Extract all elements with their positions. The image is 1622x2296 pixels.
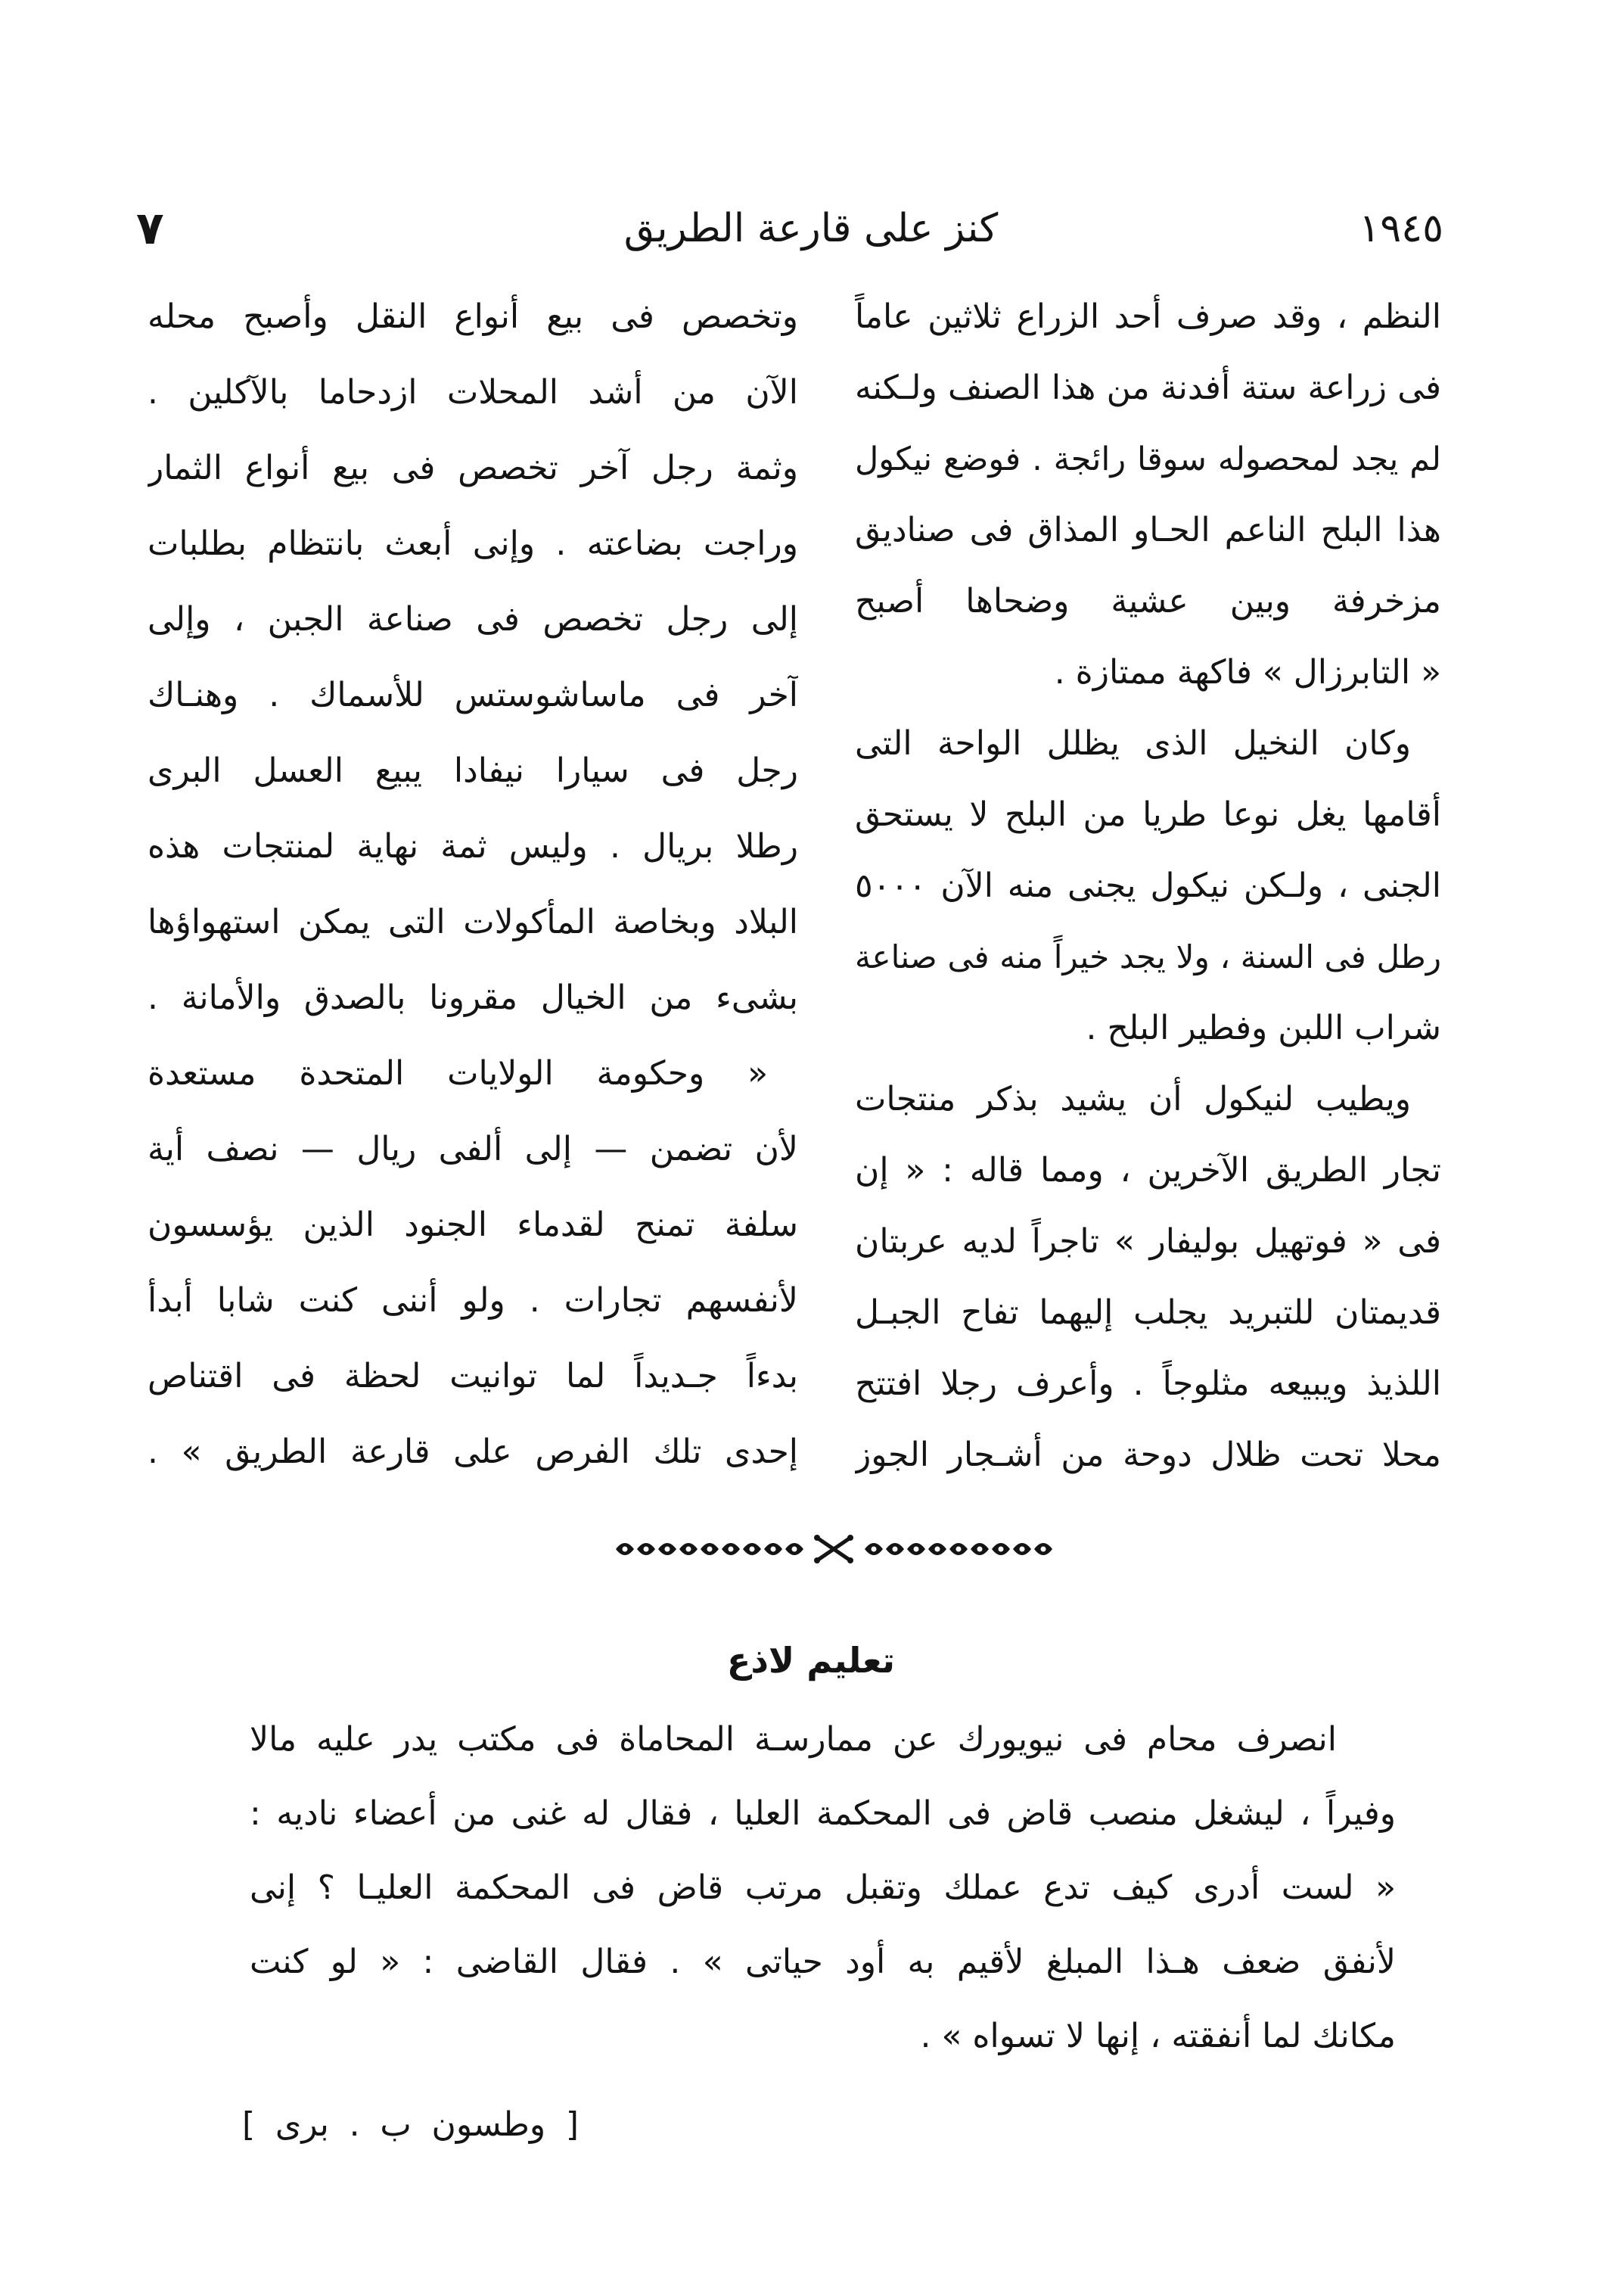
text-line: « لست أدرى كيف تدع عملك وتقبل مرتب قاض فى المحكمة العليـا ؟ إنى: [250, 1868, 1396, 1907]
text-line: وفيراً ، ليشغل منصب قاض فى المحكمة العليا ، فقال له غنى من أعضاء ناديه :: [250, 1794, 1396, 1833]
text-line: لأن تضمن — إلى ألفى ريال — نصف أية: [148, 1130, 798, 1168]
ornament-dot: [847, 1557, 853, 1563]
ornament-bud-eye: [729, 1547, 734, 1552]
text-line: لأنفق ضعف هـذا المبلغ لأقيم به أود حياتى » . فقال القاضى : « لو كنت: [250, 1943, 1396, 1981]
ornament-bud-eye: [914, 1547, 919, 1552]
ornament-bud-eye: [1041, 1547, 1046, 1552]
ornament-dot: [814, 1535, 820, 1541]
ornament-bud-eye: [956, 1547, 962, 1552]
ornament-divider: [613, 1533, 1055, 1565]
text-line: انصرف محام فى نيويورك عن ممارسـة المحاماة فى مكتب يدر عليه مالا: [250, 1720, 1337, 1759]
ornament-bud-eye: [771, 1547, 776, 1552]
ornament-bud-eye: [977, 1547, 983, 1552]
text-line: قديمتان للتبريد يجلب إليهما تفاح الجبـل: [855, 1293, 1441, 1332]
ornament-bud-eye: [665, 1547, 670, 1552]
text-line: رجل فى سيارا نيفادا يبيع العسل البرى: [148, 751, 798, 790]
text-line: ويطيب لنيكول أن يشيد بذكر منتجات: [855, 1080, 1411, 1118]
ornament-bud-eye: [792, 1547, 797, 1552]
ornament-bud-eye: [935, 1547, 940, 1552]
ornament-bud-eye: [750, 1547, 755, 1552]
article-column-right: [855, 282, 1441, 1491]
ornament-dot: [847, 1535, 853, 1541]
text-line: إلى رجل تخصص فى صناعة الجبن ، وإلى: [148, 600, 798, 639]
text-line: « وحكومة الولايات المتحدة مستعدة: [148, 1054, 768, 1093]
text-line: مكانك لما أنفقته ، إنها لا تسواه » .: [920, 2017, 1396, 2055]
text-line: أقامها يغل نوعا طريا من البلح لا يستحق: [855, 795, 1441, 834]
ornament-pattern: [616, 1535, 1052, 1563]
text-line: وراجت بضاعته . وإنى أبعث بانتظام بطلبات: [148, 524, 798, 563]
text-line: شراب اللبن وفطير البلح .: [1086, 1009, 1441, 1047]
text-line: مزخرفة وبين عشية وضحاها أصبح: [855, 582, 1441, 621]
text-line: محلا تحت ظلال دوحة من أشـجار الجوز: [855, 1436, 1441, 1474]
text-line: وتخصص فى بيع أنواع النقل وأصبح محله: [148, 297, 798, 336]
ornament-bud-eye: [999, 1547, 1004, 1552]
text-line: وثمة رجل آخر تخصص فى بيع أنواع الثمار: [148, 449, 798, 487]
text-line: البلاد وبخاصة المأكولات التى يمكن استهواؤها: [148, 903, 798, 941]
ornament-bud-eye: [872, 1547, 877, 1552]
ornament-bud-eye: [707, 1547, 713, 1552]
running-title: كنز على قارعة الطريق: [623, 206, 999, 251]
text-line: سلفة تمنح لقدماء الجنود الذين يؤسسون: [148, 1206, 798, 1244]
text-line: الجنى ، ولـكن نيكول يجنى منه الآن ٥٠٠٠: [855, 866, 1441, 905]
text-line: الآن من أشد المحلات ازدحاما بالآكلين .: [148, 373, 798, 412]
anecdote-body: [250, 1703, 1396, 2074]
text-line: هذا البلح الناعم الحـاو المذاق فى صناديق: [855, 511, 1441, 549]
text-line: النظم ، وقد صرف أحد الزراع ثلاثين عاماً: [855, 297, 1441, 336]
text-line: اللذيذ ويبيعه مثلوجاً . وأعرف رجلا افتتح: [855, 1364, 1441, 1403]
article-column-left: [148, 279, 798, 1490]
ornament-bud-eye: [893, 1547, 898, 1552]
ornament-bud-eye: [1020, 1547, 1025, 1552]
text-line: « التابرزال » فاكهة ممتازة .: [1054, 653, 1441, 692]
header-year: ١٩٤٥: [1359, 206, 1443, 251]
text-line: رطل فى السنة ، ولا يجد خيراً منه فى صناعة: [855, 938, 1441, 975]
text-line: بدءاً جـديداً لما توانيت لحظة فى اقتناص: [148, 1357, 798, 1395]
text-line: تجار الطريق الآخرين ، ومما قاله : « إن: [855, 1151, 1441, 1190]
ornament-bud-eye: [686, 1547, 691, 1552]
ornament-center-cross: [817, 1538, 850, 1560]
text-line: إحدى تلك الفرص على قارعة الطريق » .: [148, 1433, 798, 1471]
text-line: وكان النخيل الذى يظلل الواحة التى: [855, 724, 1411, 763]
text-line: فى زراعة ستة أفدنة من هذا الصنف ولـكنه: [855, 369, 1441, 407]
text-line: بشىء من الخيال مقرونا بالصدق والأمانة .: [148, 978, 798, 1017]
ornament-bud-eye: [623, 1547, 628, 1552]
ornament-bud-eye: [644, 1547, 649, 1552]
ornament-dot: [814, 1557, 820, 1563]
page-number: ٧: [136, 202, 164, 255]
attribution: [ وطسون ب . برى ]: [242, 2105, 579, 2144]
text-line: آخر فى ماساشوستس للأسماك . وهنـاك: [148, 676, 798, 714]
anecdote-title: تعليم لاذع: [726, 1640, 896, 1681]
text-line: فى « فوتهيل بوليفار » تاجراً لديه عربتان: [855, 1222, 1441, 1261]
text-line: لم يجد لمحصوله سوقا رائجة . فوضع نيكول: [855, 440, 1441, 478]
text-line: رطلا بريال . وليس ثمة نهاية لمنتجات هذه: [148, 827, 798, 866]
text-line: لأنفسهم تجارات . ولو أننى كنت شابا أبدأ: [148, 1281, 798, 1320]
